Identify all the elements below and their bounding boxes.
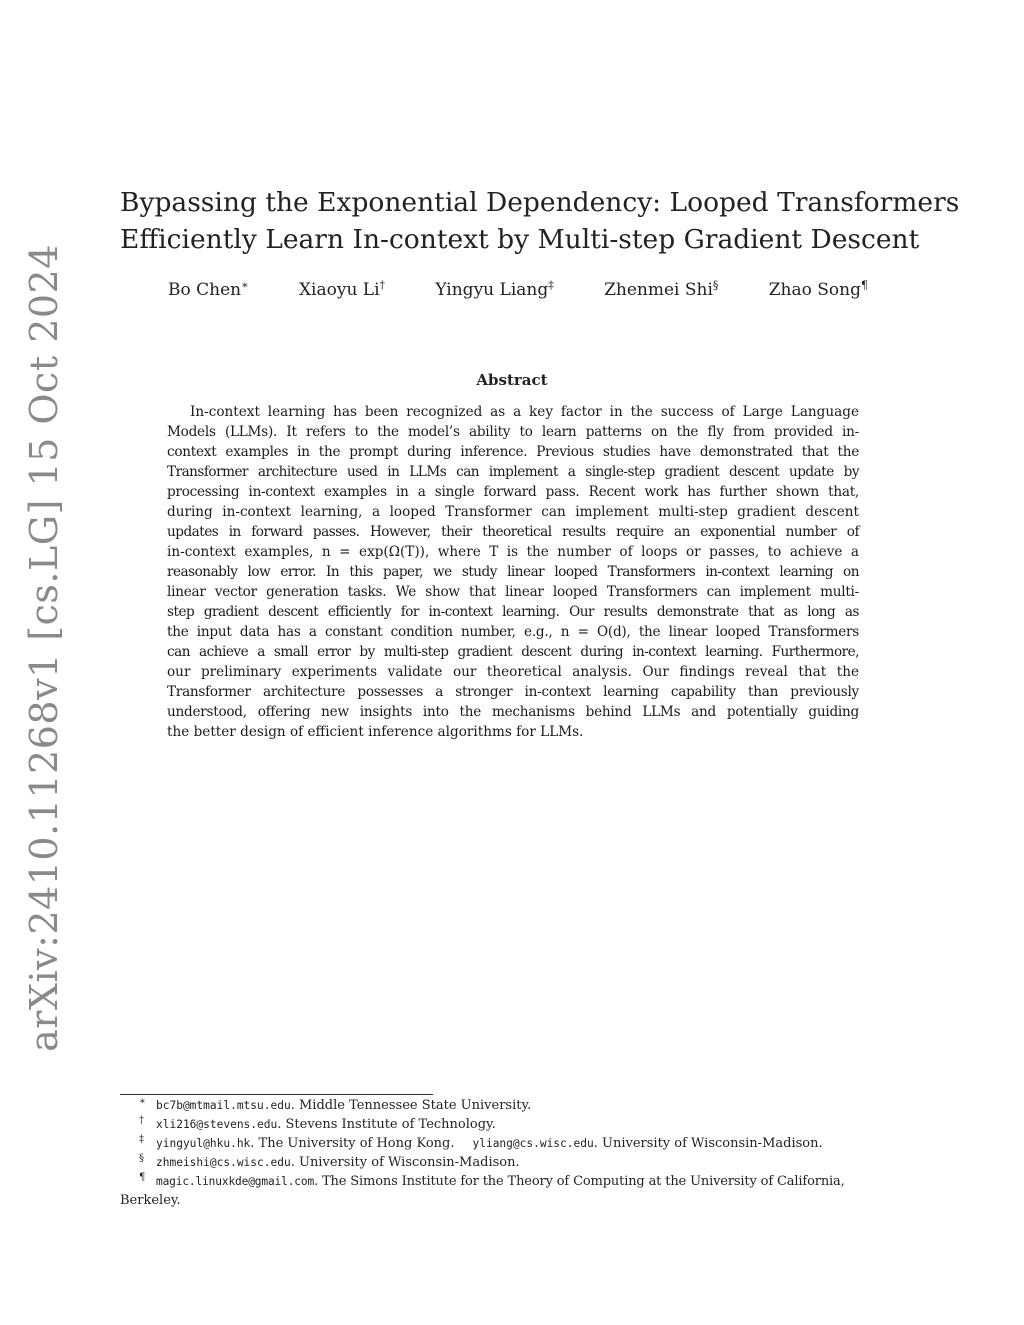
author: Xiaoyu Li† [298,278,386,300]
abstract-line: processing in-context examples in a single forward pass. Recent work has further shown that, [167,484,859,500]
abstract-text [167,402,859,742]
abstract-line: In-context learning has been recognized as a key factor in the success of Large Language [190,404,859,420]
email-link[interactable]: magic.linuxkde@gmail.com [156,1175,315,1188]
abstract-line: Transformer architecture possesses a stronger in-context learning capability than previously [167,684,859,700]
abstract-line: understood, offering new insights into the mechanisms behind LLMs and potentially guiding [167,704,859,720]
abstract-line: step gradient descent efficiently for in-context learning. Our results demonstrate that as long as [167,604,859,620]
abstract-line: our preliminary experiments validate our theoretical analysis. Our findings reveal that the [167,664,859,680]
email-link[interactable]: yliang@cs.wisc.edu [472,1137,594,1150]
email-link[interactable]: bc7b@mtmail.mtsu.edu [156,1099,291,1112]
arxiv-side-stamp: arXiv:2410.11268v1 [cs.LG] 15 Oct 2024 [22,244,66,1052]
footnote-4: § zhmeishi@cs.wisc.edu. University of Wisconsin-Madison. [120,1153,910,1172]
abstract-line: reasonably low error. In this paper, we study linear looped Transformers in-context learning on [167,564,859,580]
title-line-2: Efficiently Learn In-context by Multi-step Gradient Descent [120,224,920,255]
title-line-1: Bypassing the Exponential Dependency: Looped Transformers [120,187,960,218]
footnote-rule [120,1094,433,1095]
footnote-5-continued: Berkeley. [120,1193,181,1208]
abstract-line: Models (LLMs). It refers to the model’s ability to learn patterns on the fly from provided in- [167,424,859,440]
footnote-2: † xli216@stevens.edu. Stevens Institute of Technology. [120,1115,910,1134]
author: Yingyu Liang‡ [435,278,554,300]
footnote-1: ∗ bc7b@mtmail.mtsu.edu. Middle Tennessee State University. [120,1096,910,1115]
author: Zhao Song¶ [768,278,868,300]
abstract-line: during in-context learning, a looped Transformer can implement multi-step gradient descent [167,504,859,520]
footnotes [120,1096,910,1210]
author-list [168,280,868,300]
abstract-line: the better design of efficient inference algorithms for LLMs. [167,724,584,740]
email-link[interactable]: yingyul@hku.hk [156,1137,251,1150]
email-link[interactable]: zhmeishi@cs.wisc.edu [156,1156,291,1169]
footnote-mark: ∗ [139,1096,146,1107]
author: Bo Chen∗ [168,278,249,300]
footnote-3: ‡ yingyul@hku.hk. The University of Hong Kong. yliang@cs.wisc.edu. University of Wisconsin-Madison. [120,1134,910,1153]
abstract-line: in-context examples, n = exp(Ω(T)), where T is the number of loops or passes, to achieve a [167,544,859,560]
paper-title [120,184,960,258]
footnote-5: ¶ magic.linuxkde@gmail.com. The Simons Institute for the Theory of Computing at the University of California, [120,1172,910,1191]
abstract-line: can achieve a small error by multi-step gradient descent during in-context learning. Furthermore, [167,644,859,660]
footnote-mark: † [139,1115,144,1126]
abstract-line: updates in forward passes. However, their theoretical results require an exponential number of [167,524,859,540]
footnote-mark: ‡ [139,1134,144,1145]
abstract-line: linear vector generation tasks. We show that linear looped Transformers can implement multi- [167,584,859,600]
author: Zhenmei Shi§ [604,278,719,300]
abstract-line: the input data has a constant condition number, e.g., n = O(d), the linear looped Transformers [167,624,859,640]
abstract-heading: Abstract [476,371,548,389]
abstract-line: Transformer architecture used in LLMs can implement a single-step gradient descent update by [167,464,859,480]
abstract-line: context examples in the prompt during inference. Previous studies have demonstrated that the [167,444,859,460]
footnote-mark: ¶ [139,1172,146,1183]
footnote-mark: § [139,1153,144,1164]
email-link[interactable]: xli216@stevens.edu [156,1118,278,1131]
